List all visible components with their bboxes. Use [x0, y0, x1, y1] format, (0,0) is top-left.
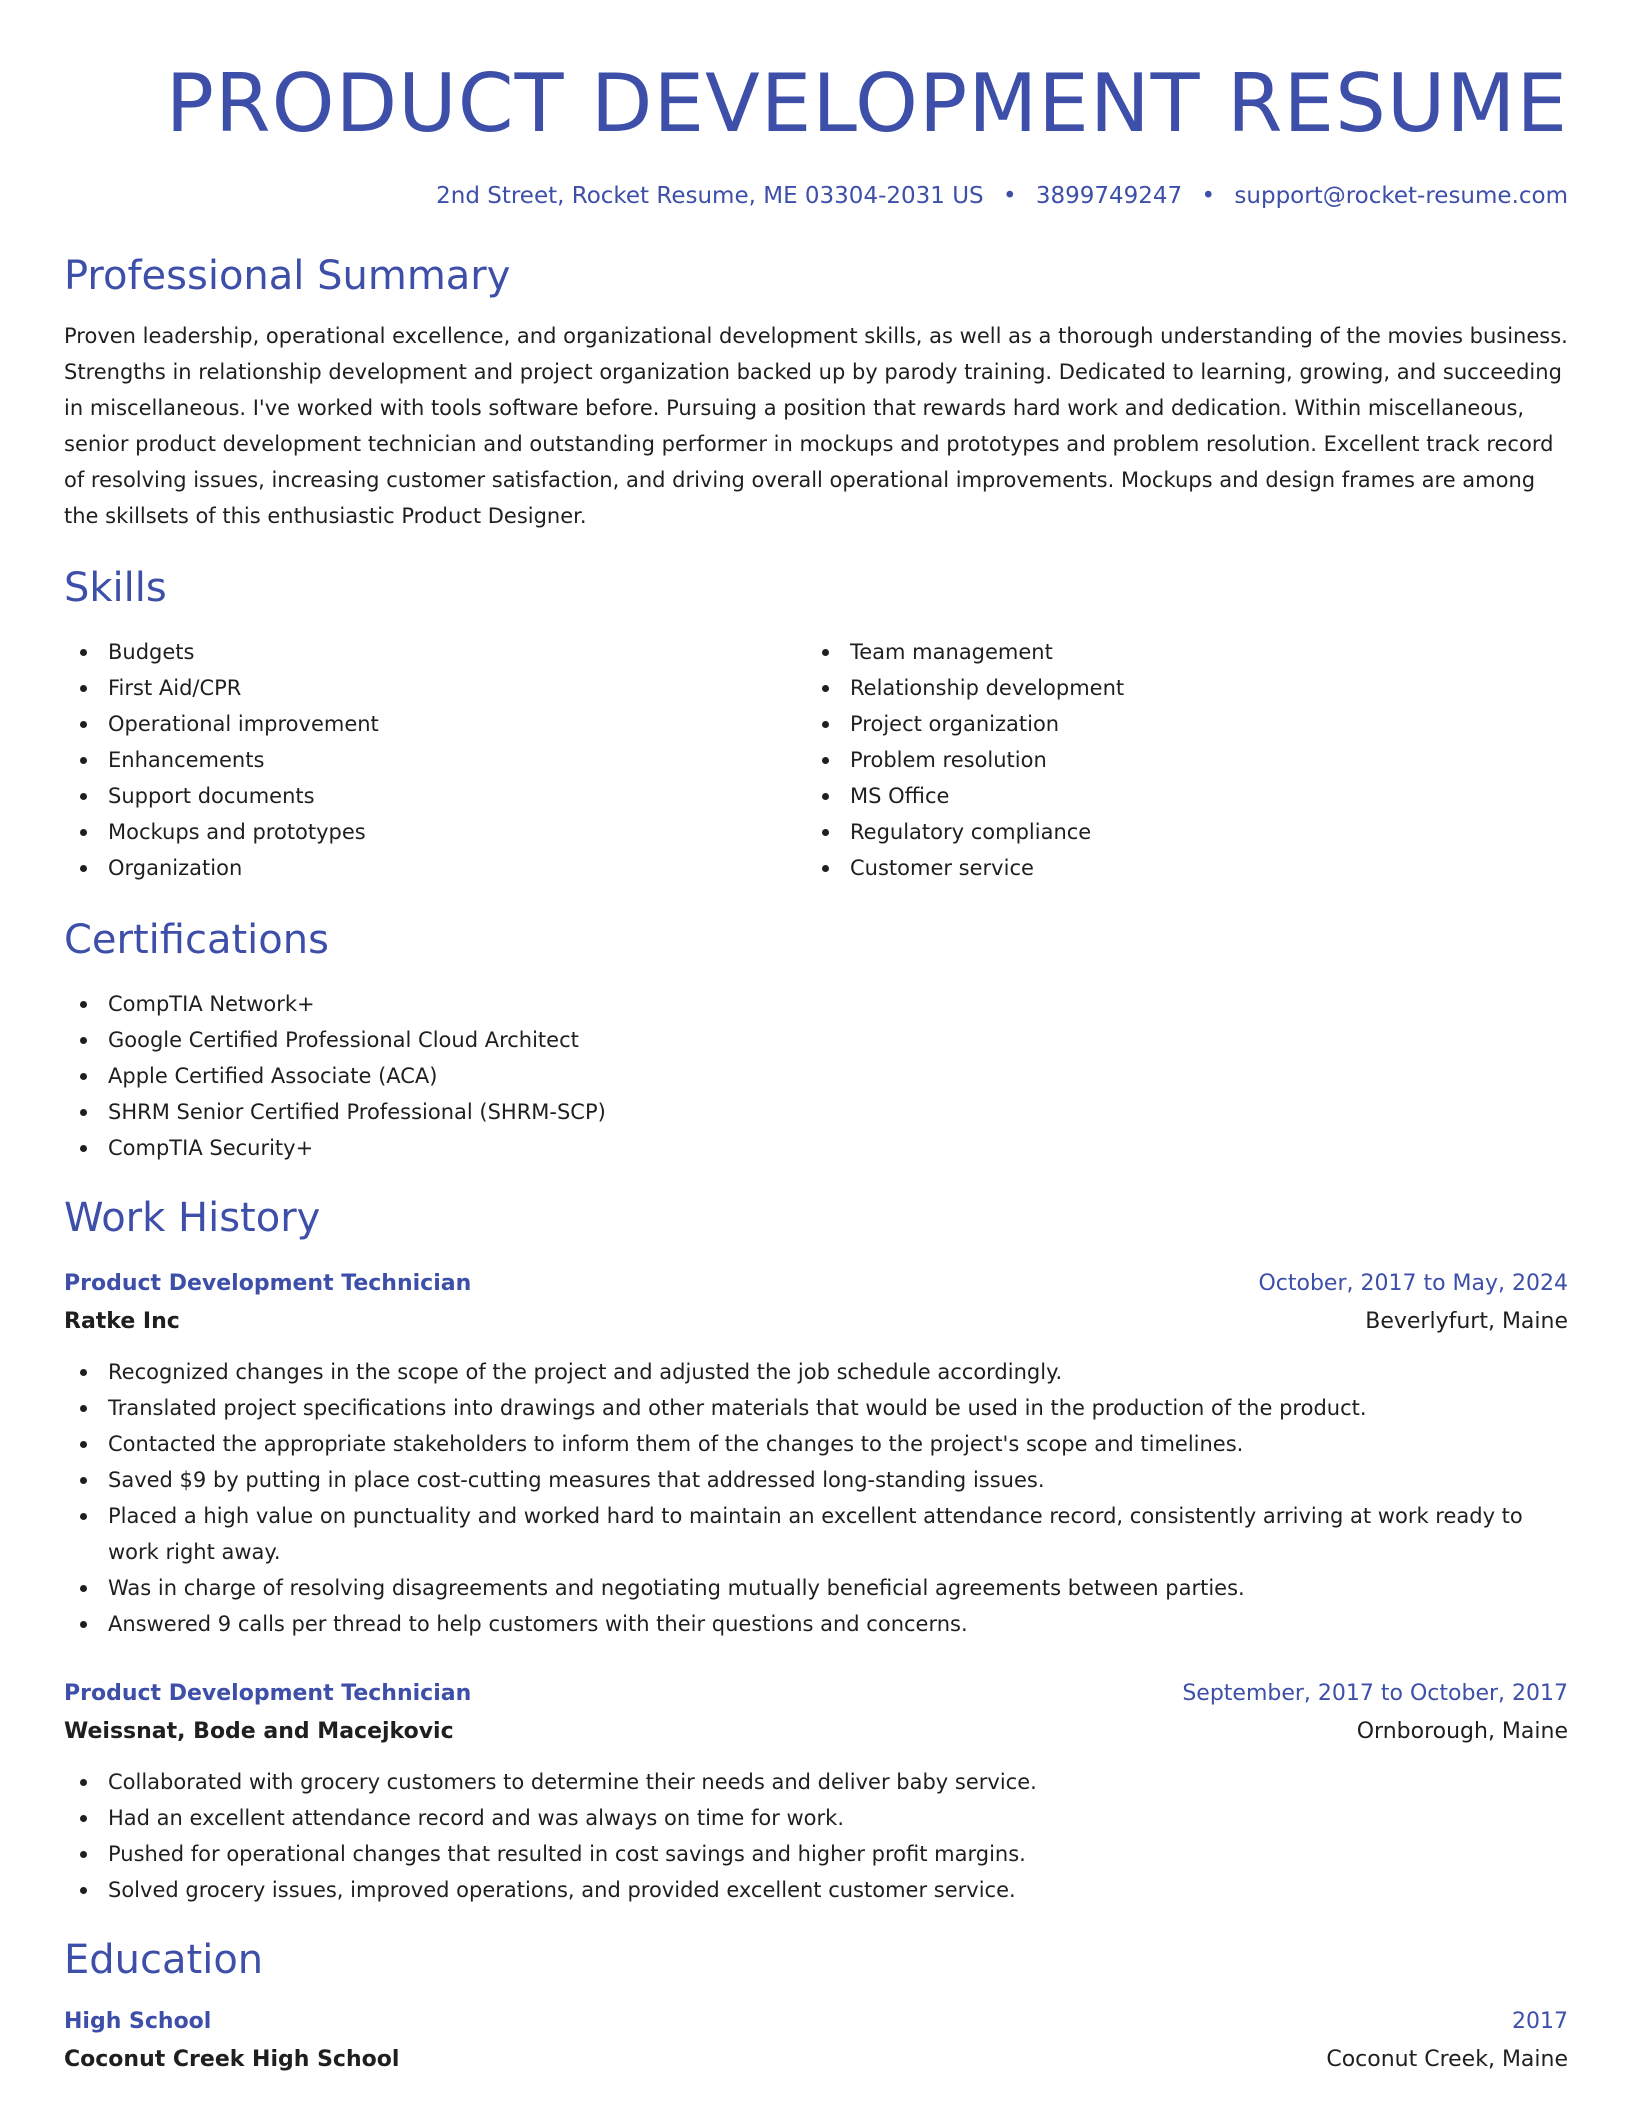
skill-item: Team management [806, 634, 1548, 670]
summary-heading: Professional Summary [64, 253, 511, 299]
job-bullet: Collaborated with grocery customers to determine their needs and deliver baby service. [64, 1764, 1568, 1800]
job-bullet: Recognized changes in the scope of the project and adjusted the job schedule accordingly. [64, 1354, 1568, 1390]
job-company-row [64, 1712, 1568, 1752]
contact-separator: • [1201, 183, 1216, 209]
education-entry [64, 2004, 1568, 2080]
education-year: 2017 [1512, 2009, 1568, 2034]
resume-header [64, 52, 1568, 212]
job-location: Ornborough, Maine [1356, 1719, 1568, 1744]
skills-list-right [806, 634, 1548, 886]
job-bullet: Saved $9 by putting in place cost-cutting measures that addressed long-standing issues. [64, 1462, 1568, 1498]
contact-email: support@rocket-resume.com [1234, 183, 1568, 209]
summary-text: Proven leadership, operational excellence, and organizational development skills, as well as a thorough understanding of the movies business. Strengths in relationship development and project organization backed up by parody training. Dedicated to learning, growing, and succeeding in miscellaneous. I've worked with tools software before. Pursuing a position that rewards hard work and dedication. Within miscellaneous, senior product development technician and outstanding performer in mockups and prototypes and problem resolution. Excellent track record of resolving issues, increasing customer satisfaction, and driving overall operational improvements. Mockups and design frames are among the skillsets of this enthusiastic Product Designer. [64, 324, 1568, 528]
job-bullets [64, 1764, 1568, 1908]
skill-item: Budgets [64, 634, 806, 670]
skill-item: Customer service [806, 850, 1548, 886]
job-bullet: Translated project specifications into drawings and other materials that would be used in the production of the product. [64, 1390, 1568, 1426]
skill-item: Support documents [64, 778, 806, 814]
job-company-row [64, 1302, 1568, 1342]
education-section [64, 1934, 1568, 2080]
skill-item: Operational improvement [64, 706, 806, 742]
job-title: Product Development Technician [64, 1271, 472, 1296]
skills-list-left [64, 634, 806, 886]
resume-title: PRODUCT DEVELOPMENT RESUME [165, 57, 1568, 150]
skills-grid [64, 634, 1568, 886]
skill-item: Organization [64, 850, 806, 886]
education-location: Coconut Creek, Maine [1326, 2047, 1568, 2072]
education-school: Coconut Creek High School [64, 2047, 400, 2072]
job-company: Ratke Inc [64, 1309, 180, 1334]
job-dates: October, 2017 to May, 2024 [1258, 1271, 1568, 1296]
certifications-section [64, 914, 1568, 1166]
contact-address: 2nd Street, Rocket Resume, ME 03304-2031 US [436, 183, 984, 209]
contact-line [64, 180, 1568, 212]
skill-item: Mockups and prototypes [64, 814, 806, 850]
education-header-row [64, 2004, 1568, 2040]
work-history-heading: Work History [64, 1195, 321, 1241]
job-title: Product Development Technician [64, 1681, 472, 1706]
job-location: Beverlyfurt, Maine [1365, 1309, 1568, 1334]
contact-separator: • [1002, 183, 1017, 209]
skill-item: Project organization [806, 706, 1548, 742]
certification-item: CompTIA Network+ [64, 986, 1568, 1022]
job-header-row [64, 1676, 1568, 1712]
job-dates: September, 2017 to October, 2017 [1182, 1681, 1568, 1706]
summary-section [64, 250, 1568, 534]
skill-item: Relationship development [806, 670, 1548, 706]
job-bullet: Pushed for operational changes that resulted in cost savings and higher profit margins. [64, 1836, 1568, 1872]
skill-item: Enhancements [64, 742, 806, 778]
job-bullet: Had an excellent attendance record and was always on time for work. [64, 1800, 1568, 1836]
job-bullet: Answered 9 calls per thread to help customers with their questions and concerns. [64, 1606, 1568, 1642]
job-bullet: Was in charge of resolving disagreements and negotiating mutually beneficial agreements between parties. [64, 1570, 1568, 1606]
job-bullet: Solved grocery issues, improved operations, and provided excellent customer service. [64, 1872, 1568, 1908]
certification-item: Google Certified Professional Cloud Architect [64, 1022, 1568, 1058]
work-history-section [64, 1192, 1568, 1908]
certification-item: CompTIA Security+ [64, 1130, 1568, 1166]
skill-item: Problem resolution [806, 742, 1548, 778]
certification-item: SHRM Senior Certified Professional (SHRM-SCP) [64, 1094, 1568, 1130]
skills-heading: Skills [64, 565, 167, 611]
job-entry [64, 1266, 1568, 1642]
education-school-row [64, 2040, 1568, 2080]
education-degree: High School [64, 2009, 212, 2034]
job-header-row [64, 1266, 1568, 1302]
job-entry [64, 1676, 1568, 1908]
job-bullet: Placed a high value on punctuality and worked hard to maintain an excellent attendance record, consistently arriving at work ready to work right away. [64, 1498, 1568, 1570]
skills-section [64, 562, 1568, 886]
certifications-heading: Certifications [64, 917, 329, 963]
job-bullets [64, 1354, 1568, 1642]
education-heading: Education [64, 1937, 264, 1983]
job-company: Weissnat, Bode and Macejkovic [64, 1719, 454, 1744]
skill-item: First Aid/CPR [64, 670, 806, 706]
contact-phone: 3899749247 [1035, 183, 1183, 209]
certification-item: Apple Certified Associate (ACA) [64, 1058, 1568, 1094]
job-bullet: Contacted the appropriate stakeholders to inform them of the changes to the project's scope and timelines. [64, 1426, 1568, 1462]
skill-item: Regulatory compliance [806, 814, 1548, 850]
skill-item: MS Office [806, 778, 1548, 814]
certifications-list [64, 986, 1568, 1166]
